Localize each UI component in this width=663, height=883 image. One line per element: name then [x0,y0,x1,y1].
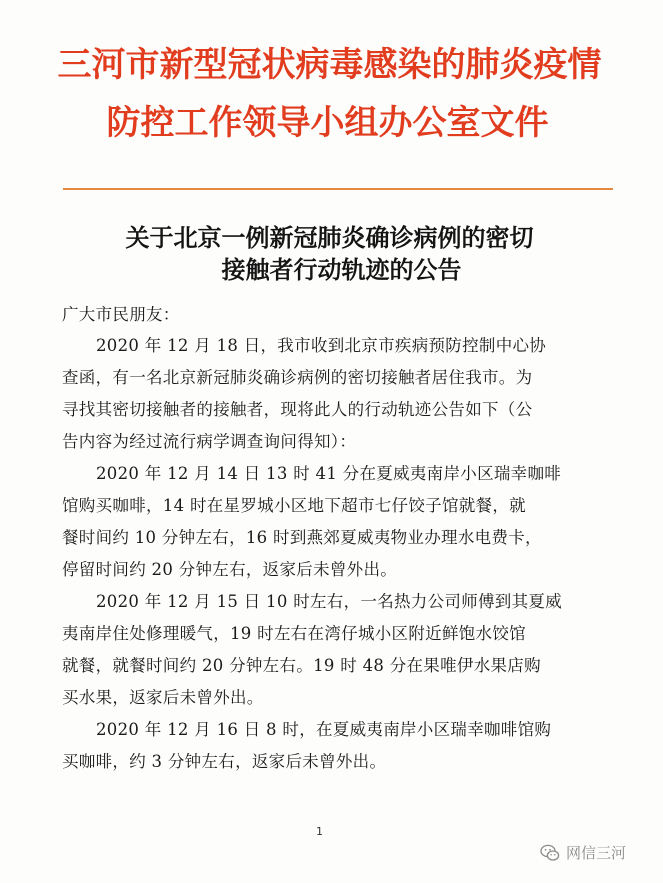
header-divider [63,188,613,190]
body-line: 告内容为经过流行病学调查询问得知）： [62,432,357,451]
watermark-text: 网信三河 [566,844,627,862]
body-line: 2020 年 12 月 15 日 10 时左右，一名热力公司师傅到其夏威 [96,592,562,611]
body-line: 馆购买咖啡，14 时在星罗城小区地下超市七仔饺子馆就餐，就 [62,496,526,515]
salutation: 广大市民朋友： [62,305,180,324]
wechat-icon [540,844,560,862]
issuer-header-line-2: 防控工作领导小组办公室文件 [106,103,549,143]
body-line: 餐时间约 10 分钟左右，16 时到燕郊夏威夷物业办理水电费卡， [62,528,542,547]
page-number: 1 [316,825,323,838]
body-line: 停留时间约 20 分钟左右，返家后未曾外出。 [62,560,398,579]
document-title-line-2: 接触者行动轨迹的公告 [221,256,462,284]
body-line: 夷南岸住处修理暖气，19 时左右在湾仔城小区附近鲜饱水饺馆 [62,624,526,643]
body-line: 寻找其密切接触者的接触者，现将此人的行动轨迹公告如下（公 [62,400,533,419]
source-watermark [540,842,626,863]
body-line: 2020 年 12 月 14 日 13 时 41 分在夏威夷南岸小区瑞幸咖啡 [96,464,562,483]
document-title-line-1: 关于北京一例新冠肺炎确诊病例的密切 [125,224,534,252]
body-line: 2020 年 12 月 16 日 8 时，在夏威夷南岸小区瑞幸咖啡馆购 [96,720,552,739]
body-line: 就餐，就餐时间约 20 分钟左右。19 时 48 分在果唯伊水果店购 [62,656,541,675]
issuer-header-line-1: 三河市新型冠状病毒感染的肺炎疫情 [57,45,602,85]
body-line: 2020 年 12 月 18 日，我市收到北京市疾病预防控制中心协 [96,336,547,355]
body-line: 买咖啡，约 3 分钟左右，返家后未曾外出。 [62,752,387,771]
body-line: 查函，有一名北京新冠肺炎确诊病例的密切接触者居住我市。为 [62,368,533,387]
body-line: 买水果，返家后未曾外出。 [62,688,264,707]
